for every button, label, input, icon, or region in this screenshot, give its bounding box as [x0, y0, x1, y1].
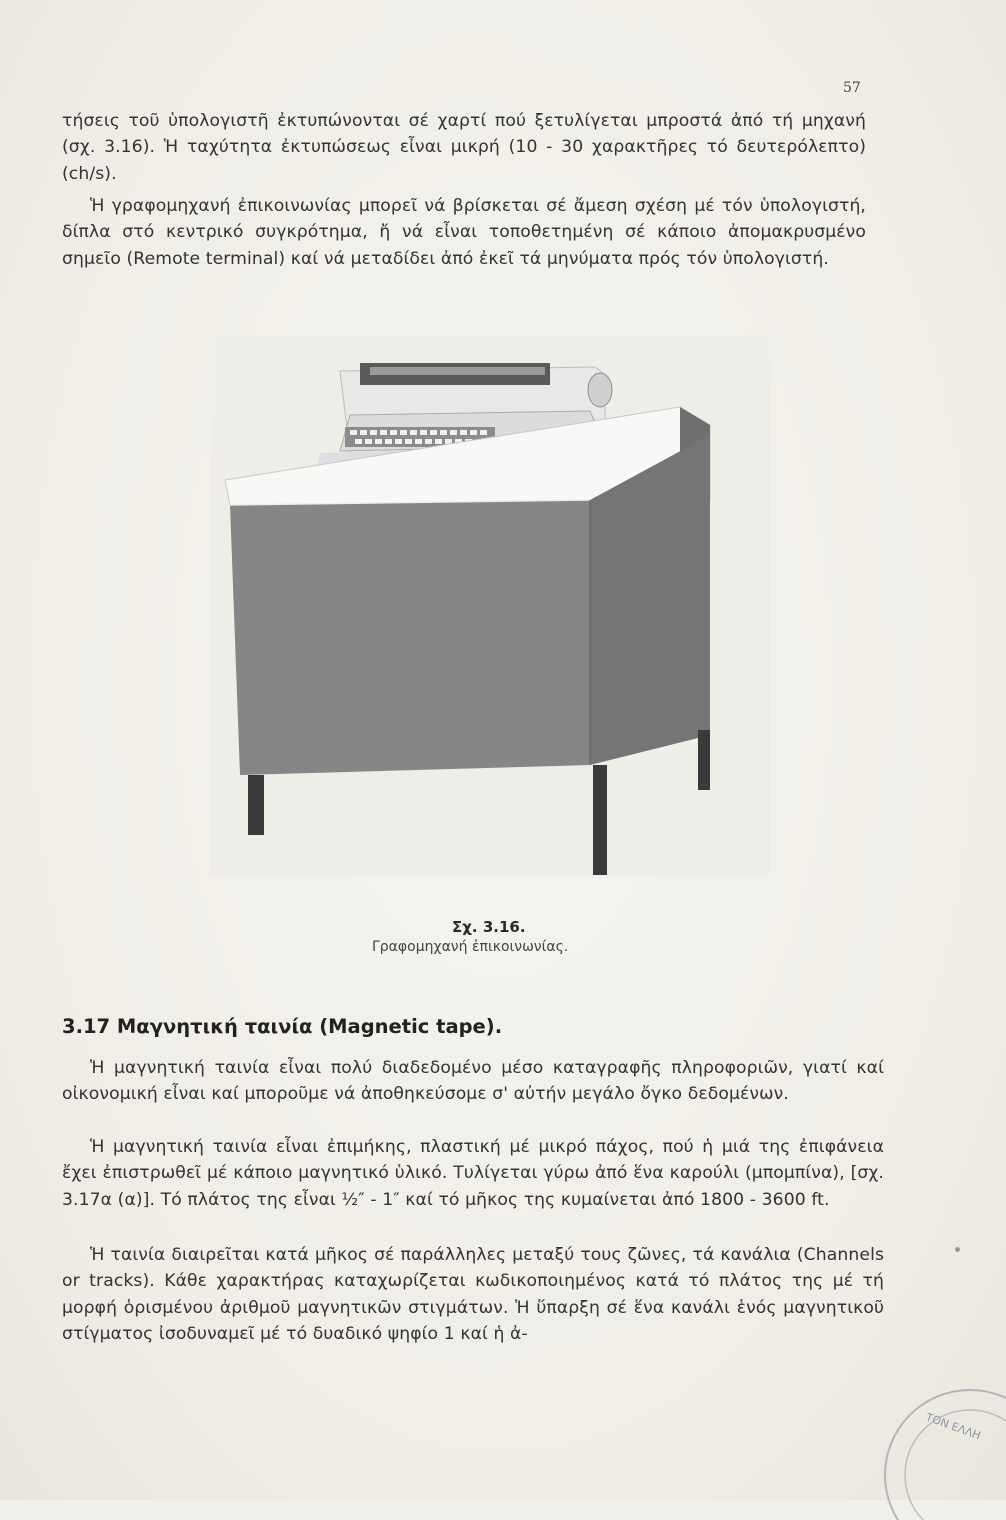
paragraph-tape-intro: Ἡ μαγνητική ταινία εἶναι πολύ διαδεδομένο μέσο καταγραφῆς πληροφοριῶν, γιατί καί οἰκονομική εἶναι καί μποροῦμε νά ἀποθηκεύσομε σ' αὐτήν μεγάλο ὄγκο δεδομένων.	[62, 1058, 884, 1105]
typewriter-desk-illustration	[210, 335, 770, 895]
paragraph-tape-channels: Ἡ ταινία διαιρεῖται κατά μῆκος σέ παράλληλες μεταξύ τους ζῶνες, τά κανάλια (Channels or tracks). Κάθε χαρακτήρας καταχωρίζεται κωδικοποιημένος κατά τό πλάτος της μέ τή μορφή ὁρισμένου ἀριθμοῦ μαγνητικῶν στιγμάτων. Ἡ ὕπαρξη σέ ἕνα κανάλι ἑνός μαγνητικοῦ στίγματος ἰσοδυναμεῖ μέ τό δυαδικό ψηφίο 1 καί ἡ ἀ-	[62, 1245, 884, 1345]
figure-communication-typewriter	[210, 335, 770, 895]
paragraph-remote-terminal: Ἡ γραφομηχανή ἐπικοινωνίας μπορεῖ νά βρίσκεται σέ ἄμεση σχέση μέ τόν ὑπολογιστή, δίπλα στό κεντρικό συγκρότημα, ἤ νά εἶναι τοποθετημένη σέ κάποιο ἀπομακρυσμένο σημεῖο (Remote terminal) καί νά μεταδίδει ἀπό ἐκεῖ τά μηνύματα πρός τόν ὑπολογιστή.	[62, 196, 866, 269]
page-number: 57	[843, 80, 861, 96]
section-title: 3.17 Μαγνητική ταινία (Magnetic tape).	[62, 1015, 503, 1038]
paragraph-tape-description: Ἡ μαγνητική ταινία εἶναι ἐπιμήκης, πλαστική μέ μικρό πάχος, πού ἡ μιά της ἐπιφάνεια ἔχει ἐπιστρωθεῖ μέ κάποιο μαγνητικό ὑλικό. Τυλίγεται γύρω ἀπό ἕνα καρούλι (μπομπίνα), [σχ. 3.17α (α)]. Τό πλάτος της εἶναι ½″ - 1″ καί τό μῆκος της κυμαίνεται ἀπό 1800 - 3600 ft.	[62, 1137, 884, 1210]
stray-mark	[955, 1247, 960, 1252]
figure-number: Σχ. 3.16.	[452, 918, 526, 936]
paragraph-typewriter-output: τήσεις τοῦ ὑπολογιστῆ ἐκτυπώνονται σέ χαρτί πού ξετυλίγεται μπροστά ἀπό τή μηχανή (σχ. 3.16). Ἡ ταχύτητα ἐκτυπώσεως εἶναι μικρή (10 - 30 χαρακτῆρες τό δευτερόλεπτο) (ch/s).	[62, 111, 866, 184]
stamp-seal-icon	[850, 1380, 1006, 1520]
library-stamp	[850, 1380, 1006, 1520]
svg-text:ΤΟΝ ΕΛΛΗ: ΤΟΝ ΕΛΛΗ	[923, 1410, 983, 1443]
figure-caption: Γραφομηχανή ἐπικοινωνίας.	[372, 939, 569, 955]
